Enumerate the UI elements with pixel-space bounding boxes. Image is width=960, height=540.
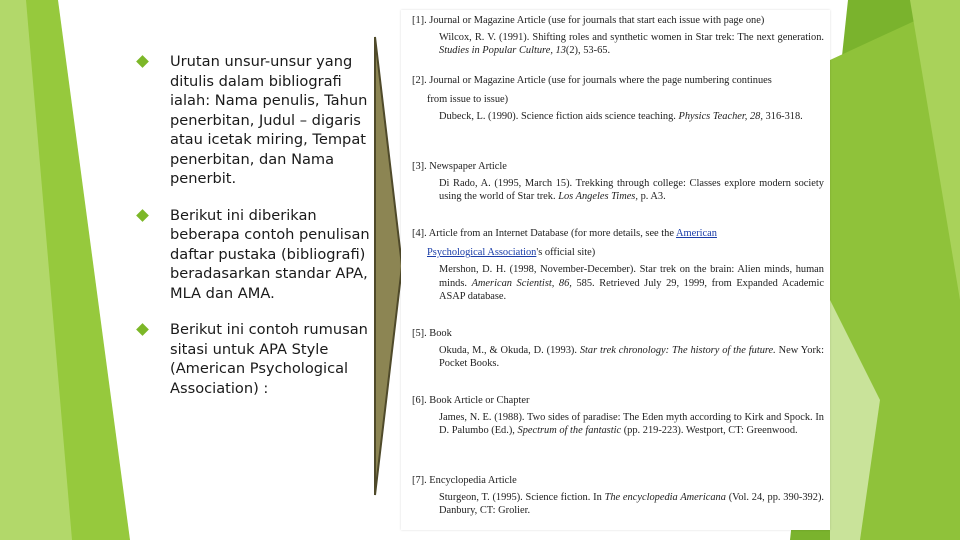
reference-entry: Mershon, D. H. (1998, November-December). Star trek on the brain: Alien minds, human minds. American Scientist, 86, 585. Retrieved July 29, 1999, from Expanded Academic ASAP database. xyxy=(439,264,824,302)
diamond-bullet-icon xyxy=(136,55,149,68)
apa-link-continued[interactable]: Psychological Association xyxy=(427,247,537,259)
reference-newspaper-article xyxy=(412,160,824,204)
reference-heading: [3]. Newspaper Article xyxy=(412,161,507,172)
reference-journal-continuous xyxy=(412,74,824,124)
reference-encyclopedia xyxy=(412,474,824,518)
reference-heading: [7]. Encyclopedia Article xyxy=(412,475,517,486)
reference-entry: Wilcox, R. V. (1991). Shifting roles and synthetic women in Star trek: The next generation. Studies in Popular Culture, 13(2), 53-65. xyxy=(439,32,824,57)
reference-entry: Dubeck, L. (1990). Science fiction aids science teaching. Physics Teacher, 28, 316-318. xyxy=(439,111,803,123)
bullet-text: Urutan unsur-unsur yang ditulis dalam bibliografi ialah: Nama penulis, Tahun penerbitan, Judul – digaris atau icetak miring, Tempat penerbitan, dan Nama penerbit. xyxy=(170,53,368,187)
reference-heading: [6]. Book Article or Chapter xyxy=(412,395,530,406)
bullet-item xyxy=(138,206,370,304)
reference-heading: [5]. Book xyxy=(412,328,452,339)
reference-heading-continued: Psychological Association's official site) xyxy=(427,247,596,259)
reference-internet-database xyxy=(412,227,824,303)
diamond-bullet-icon xyxy=(136,323,149,336)
bullet-text: Berikut ini diberikan beberapa contoh penulisan daftar pustaka (bibliografi) beradasarkan standar APA, MLA dan AMA. xyxy=(170,206,370,302)
reference-entry: Okuda, M., & Okuda, D. (1993). Star trek chronology: The history of the future. New York: Pocket Books. xyxy=(439,345,824,370)
reference-entry: Di Rado, A. (1995, March 15). Trekking through college: Classes explore modern society using the world of Star trek. Los Angeles Times, p. A3. xyxy=(439,178,824,203)
reference-heading-continued: from issue to issue) xyxy=(427,94,509,106)
reference-journal-article xyxy=(412,14,824,58)
reference-book-chapter xyxy=(412,394,824,438)
reference-entry: Sturgeon, T. (1995). Science fiction. In The encyclopedia Americana (Vol. 24, pp. 390-392). Danbury, CT: Grolier. xyxy=(439,492,824,517)
bullet-item xyxy=(138,320,370,398)
reference-heading: [2]. Journal or Magazine Article (use for journals where the page numbering continues xyxy=(412,75,772,86)
diamond-bullet-icon xyxy=(136,209,149,222)
bullet-text: Berikut ini contoh rumusan sitasi untuk APA Style (American Psychological Association) : xyxy=(170,321,368,397)
reference-heading: [1]. Journal or Magazine Article (use for journals that start each issue with page one) xyxy=(412,15,765,26)
reference-heading: [4]. Article from an Internet Database (for more details, see the American xyxy=(412,228,717,239)
reference-entry: James, N. E. (1988). Two sides of paradise: The Eden myth according to Kirk and Spock. In D. Palumbo (Ed.), Spectrum of the fantastic (pp. 219-223). Westport, CT: Greenwood. xyxy=(439,412,824,437)
bullet-list xyxy=(138,52,370,415)
reference-book xyxy=(412,327,824,371)
apa-link[interactable]: American xyxy=(676,228,717,239)
apa-reference-examples xyxy=(401,10,830,530)
arrow-shape xyxy=(375,37,402,495)
bullet-item xyxy=(138,52,370,189)
